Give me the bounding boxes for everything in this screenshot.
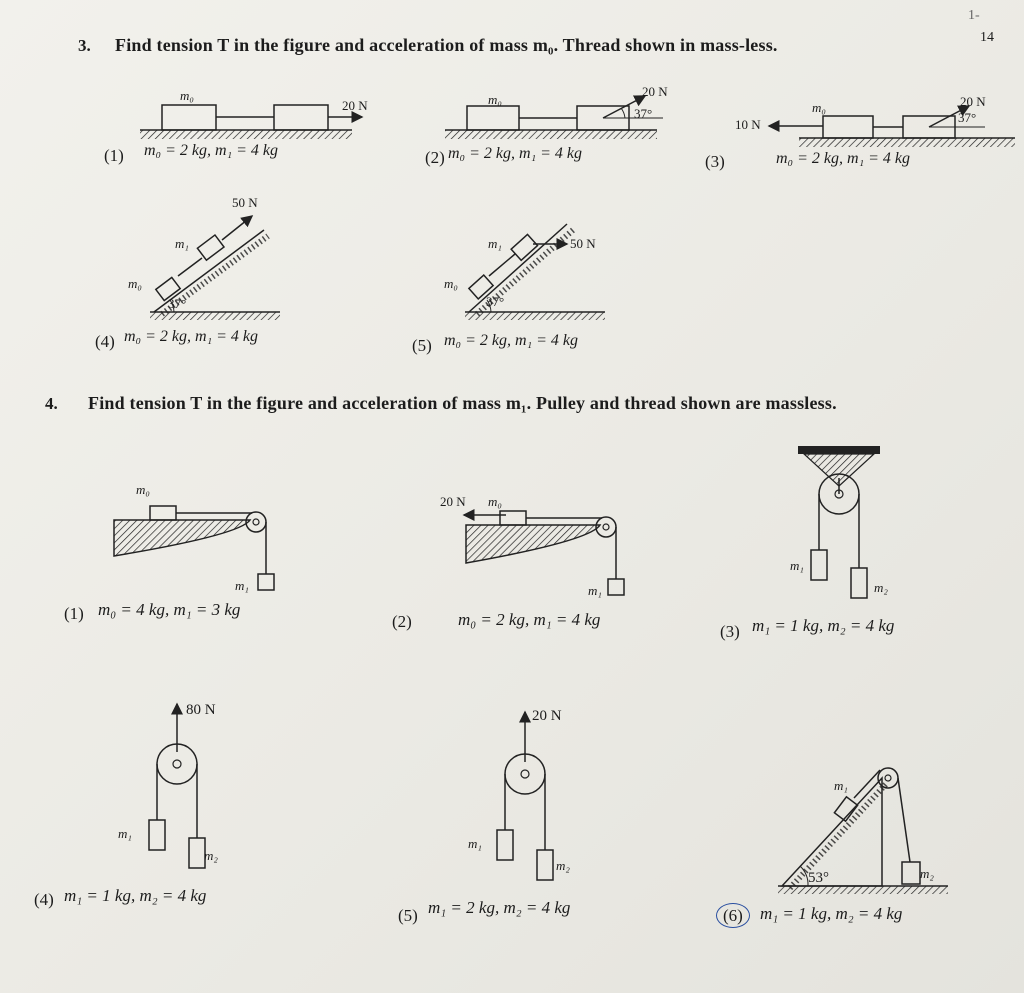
q4-fig5-force: 20 N [532, 708, 562, 724]
q4-fig5-mass2: m₂ [556, 858, 570, 873]
q3-fig3-angle: 37° [958, 110, 977, 125]
q4-fig2-mass1: m₁ [588, 583, 602, 598]
q3-fig3-left-force: 10 N [735, 117, 761, 132]
q3-fig4-force: 50 N [232, 195, 258, 210]
q4-fig1-diagram [110, 490, 280, 600]
q3-fig5-force: 50 N [570, 236, 596, 251]
q3-fig5-mass1: m₁ [488, 236, 502, 251]
q4-fig3-condition: m₁ = 1 kg, m₂ = 4 kg [752, 616, 895, 635]
page-number: 14 [980, 30, 994, 45]
q3-fig3-condition: m₀ = 2 kg, m₁ = 4 kg [776, 150, 911, 167]
q3-fig1-condition: m₀ = 2 kg, m₁ = 4 kg [144, 142, 279, 159]
q4-fig5-label: (5) [398, 906, 418, 925]
q3-fig5-label: (5) [412, 336, 432, 355]
q3-fig2-condition: m₀ = 2 kg, m₁ = 4 kg [448, 145, 583, 162]
q3-fig3-force: 20 N [960, 94, 986, 109]
question-4-text: Find tension T in the figure and acceleration of mass m₁. Pulley and thread shown are massless. [88, 393, 837, 413]
q3-fig4-condition: m₀ = 2 kg, m₁ = 4 kg [124, 328, 259, 345]
q3-fig3-mass: m₀ [812, 100, 826, 115]
q4-fig2-condition: m₀ = 2 kg, m₁ = 4 kg [458, 610, 601, 629]
q3-fig1-mass: m₀ [180, 88, 194, 103]
q3-fig2-angle: 37° [634, 106, 653, 121]
q4-fig4-mass2: m₂ [204, 848, 218, 863]
q4-fig5-mass1: m₁ [468, 836, 482, 851]
q3-fig5-condition: m₀ = 2 kg, m₁ = 4 kg [444, 332, 579, 349]
q4-fig6-condition: m₁ = 1 kg, m₂ = 4 kg [760, 904, 903, 923]
q4-fig1-label: (1) [64, 604, 84, 623]
q4-fig1-condition: m₀ = 4 kg, m₁ = 3 kg [98, 600, 241, 619]
q3-fig3-label: (3) [705, 152, 725, 171]
q3-fig2-force: 20 N [642, 84, 668, 99]
q4-fig3-mass1: m₁ [790, 558, 804, 573]
pen-mark: 1- [968, 8, 980, 23]
q4-fig4-mass1: m₁ [118, 826, 132, 841]
q3-fig1-label: (1) [104, 146, 124, 165]
question-4-number: 4. [45, 394, 58, 413]
q3-fig1-force: 20 N [342, 98, 368, 113]
q3-fig4-label: (4) [95, 332, 115, 351]
q4-fig4-label: (4) [34, 890, 54, 909]
q4-fig3-label: (3) [720, 622, 740, 641]
q4-fig3-mass2: m₂ [874, 580, 888, 595]
q3-fig4-mass1: m₁ [175, 236, 189, 251]
q4-fig6-mass1: m₁ [834, 778, 848, 793]
q3-fig2-label: (2) [425, 148, 445, 167]
q4-fig1-mass1: m₁ [235, 578, 249, 593]
q4-fig6-mass2: m₂ [920, 866, 934, 881]
q4-fig6-label: (6) [716, 906, 750, 926]
q4-fig4-condition: m₁ = 1 kg, m₂ = 4 kg [64, 886, 207, 905]
q4-fig4-force: 80 N [186, 702, 216, 718]
question-3-text: Find tension T in the figure and acceleration of mass m₀. Thread shown in mass-less. [115, 35, 778, 55]
q4-fig6-angle: 53° [808, 870, 829, 886]
q4-fig1-mass0: m₀ [136, 482, 150, 497]
q3-fig4-diagram [140, 200, 290, 325]
q3-fig2-mass: m₀ [488, 92, 502, 107]
q3-fig5-angle: 37° [486, 294, 505, 309]
q4-fig2-force: 20 N [440, 494, 466, 509]
q4-fig2-label: (2) [392, 612, 412, 631]
question-3-number: 3. [78, 36, 91, 55]
q3-fig4-mass0: m₀ [128, 276, 142, 291]
q4-fig5-condition: m₁ = 2 kg, m₂ = 4 kg [428, 898, 571, 917]
q3-fig5-mass0: m₀ [444, 276, 458, 291]
q4-fig2-mass0: m₀ [488, 494, 502, 509]
q3-fig4-angle: 37° [168, 296, 187, 311]
